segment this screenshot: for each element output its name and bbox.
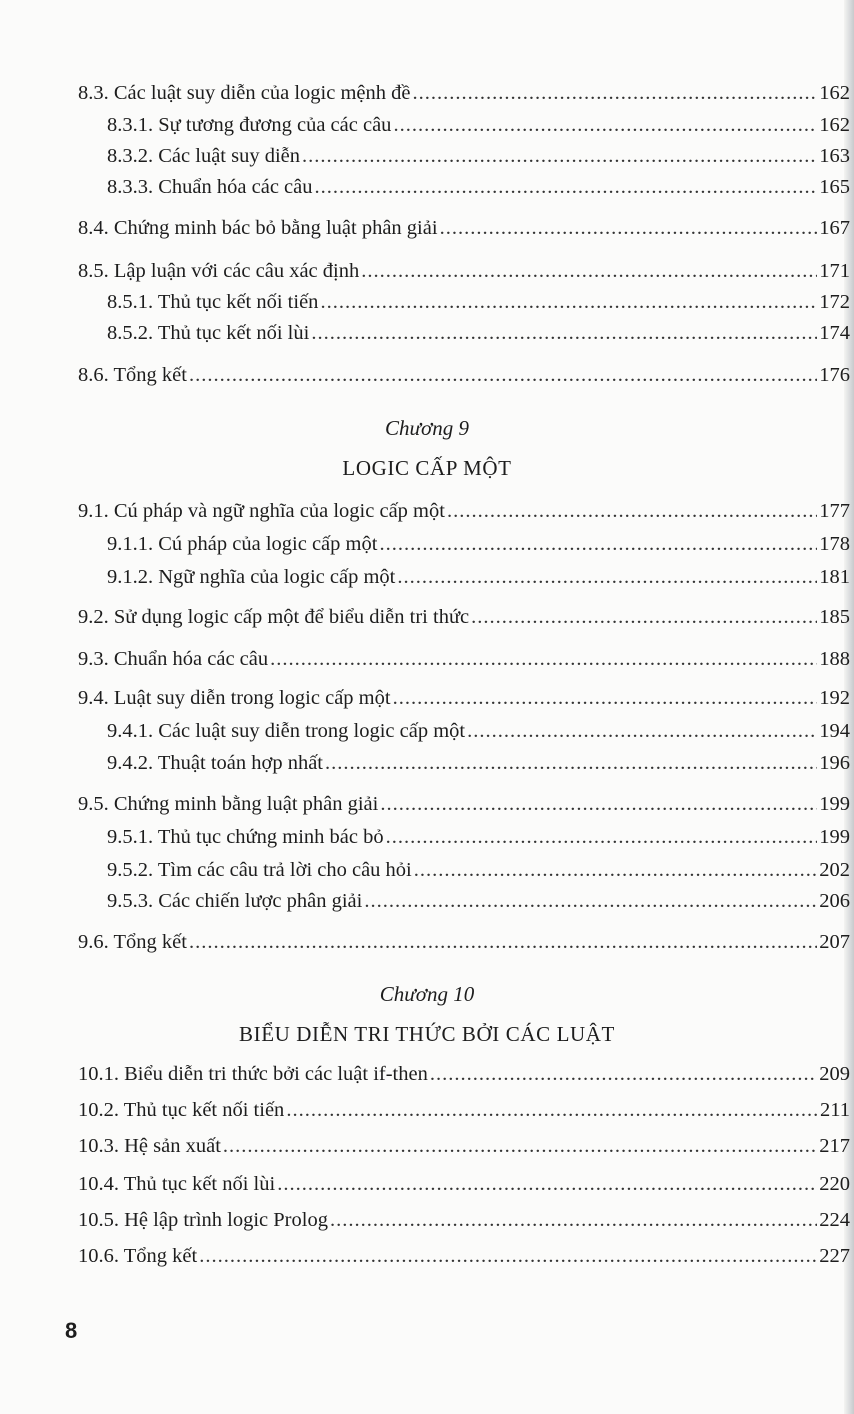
dot-leader bbox=[330, 1205, 817, 1235]
toc-entry bbox=[107, 287, 850, 317]
toc-entry bbox=[107, 748, 850, 778]
dot-leader bbox=[414, 855, 817, 885]
dot-leader bbox=[325, 748, 817, 778]
toc-entry-page: 199 bbox=[819, 826, 850, 848]
toc-entry bbox=[78, 78, 850, 108]
toc-entry-page: 196 bbox=[819, 752, 850, 774]
toc-entry bbox=[107, 886, 850, 916]
toc-entry-page: 202 bbox=[819, 859, 850, 881]
toc-entry bbox=[78, 927, 850, 957]
toc-entry-label: 9.5.1. Thủ tục chứng minh bác bỏ bbox=[107, 826, 384, 848]
dot-leader bbox=[440, 213, 818, 243]
toc-entry bbox=[107, 172, 850, 202]
toc-entry bbox=[78, 644, 850, 674]
toc-entry-label: 10.1. Biểu diễn tri thức bởi các luật if-then bbox=[78, 1063, 428, 1085]
dot-leader bbox=[189, 927, 817, 957]
toc-entry-label: 9.4.2. Thuật toán hợp nhất bbox=[107, 752, 324, 774]
toc-entry-page: 172 bbox=[819, 291, 850, 313]
toc-entry-page: 209 bbox=[819, 1063, 850, 1085]
dot-leader bbox=[447, 496, 817, 526]
toc-entry-page: 211 bbox=[820, 1099, 850, 1121]
toc-entry bbox=[107, 318, 850, 348]
toc-entry bbox=[78, 1131, 850, 1161]
page-number: 8 bbox=[65, 1318, 78, 1343]
dot-leader bbox=[393, 683, 818, 713]
toc-entry bbox=[78, 1059, 850, 1089]
toc-entry-page: 194 bbox=[819, 720, 850, 742]
toc-entry-page: 206 bbox=[819, 890, 850, 912]
dot-leader bbox=[471, 602, 817, 632]
toc-entry-label: 8.5.2. Thủ tục kết nối lùi bbox=[107, 322, 310, 344]
toc-entry-page: 165 bbox=[819, 176, 850, 198]
toc-entry-label: 8.3.3. Chuẩn hóa các câu bbox=[107, 176, 313, 198]
toc-entry bbox=[78, 602, 850, 632]
toc-entry bbox=[78, 683, 850, 713]
toc-entry bbox=[78, 789, 850, 819]
toc-entry-label: 9.1.1. Cú pháp của logic cấp một bbox=[107, 533, 378, 555]
dot-leader bbox=[302, 141, 817, 171]
dot-leader bbox=[364, 886, 817, 916]
toc-entry bbox=[78, 1095, 850, 1125]
toc-entry-page: 163 bbox=[819, 145, 850, 167]
dot-leader bbox=[189, 360, 817, 390]
toc-entry-label: 8.4. Chứng minh bác bỏ bằng luật phân giải bbox=[78, 217, 438, 239]
toc-entry-page: 217 bbox=[819, 1135, 850, 1157]
chapter-title: LOGIC CẤP MỘT bbox=[342, 456, 512, 480]
toc-entry-label: 9.3. Chuẩn hóa các câu bbox=[78, 648, 269, 670]
toc-entry-label: 8.3. Các luật suy diễn của logic mệnh đề bbox=[78, 82, 411, 104]
toc-entry-label: 10.2. Thủ tục kết nối tiến bbox=[78, 1099, 285, 1121]
toc-entry-label: 9.6. Tổng kết bbox=[78, 931, 187, 953]
toc-entry bbox=[78, 496, 850, 526]
dot-leader bbox=[286, 1095, 818, 1125]
toc-entry-label: 9.5.3. Các chiến lược phân giải bbox=[107, 890, 363, 912]
toc-entry-page: 188 bbox=[819, 648, 850, 670]
dot-leader bbox=[270, 644, 817, 674]
toc-entry-label: 8.5.1. Thủ tục kết nối tiến bbox=[107, 291, 319, 313]
toc-entry-page: 199 bbox=[819, 793, 850, 815]
dot-leader bbox=[320, 287, 817, 317]
dot-leader bbox=[397, 562, 817, 592]
toc-entry-page: 227 bbox=[819, 1245, 850, 1267]
dot-leader bbox=[315, 172, 818, 202]
toc-entry bbox=[107, 822, 850, 852]
chapter-label: Chương 10 bbox=[379, 982, 475, 1006]
toc-entry bbox=[107, 855, 850, 885]
toc-entry-label: 10.6. Tổng kết bbox=[78, 1245, 198, 1267]
dot-leader bbox=[412, 78, 817, 108]
chapter-label: Chương 9 bbox=[385, 416, 469, 440]
toc-entry bbox=[78, 360, 850, 390]
toc-entry-label: 9.2. Sử dụng logic cấp một để biểu diễn tri thức bbox=[78, 606, 470, 628]
toc-entry-page: 162 bbox=[819, 114, 850, 136]
toc-entry-page: 185 bbox=[819, 606, 850, 628]
dot-leader bbox=[277, 1169, 817, 1199]
toc-entry bbox=[107, 562, 850, 592]
toc-entry-page: 181 bbox=[819, 566, 850, 588]
dot-leader bbox=[223, 1131, 817, 1161]
toc-entry-page: 220 bbox=[819, 1173, 850, 1195]
toc-entry bbox=[78, 1169, 850, 1199]
toc-entry bbox=[107, 529, 850, 559]
dot-leader bbox=[467, 716, 817, 746]
toc-entry-page: 178 bbox=[819, 533, 850, 555]
toc-entry-label: 9.4. Luật suy diễn trong logic cấp một bbox=[78, 687, 391, 709]
toc-entry-label: 10.4. Thủ tục kết nối lùi bbox=[78, 1173, 276, 1195]
toc-entry-label: 8.3.2. Các luật suy diễn bbox=[107, 145, 301, 167]
dot-leader bbox=[361, 256, 817, 286]
dot-leader bbox=[199, 1241, 817, 1271]
toc-entry-page: 167 bbox=[819, 217, 850, 239]
dot-leader bbox=[386, 822, 818, 852]
toc-entry-page: 176 bbox=[819, 364, 850, 386]
toc-entry-page: 192 bbox=[819, 687, 850, 709]
toc-entry-label: 10.3. Hệ sản xuất bbox=[78, 1135, 221, 1157]
chapter-title: BIỂU DIỄN TRI THỨC BỞI CÁC LUẬT bbox=[239, 1022, 615, 1046]
toc-entry bbox=[78, 256, 850, 286]
toc-entry-page: 171 bbox=[819, 260, 850, 282]
toc-entry-page: 162 bbox=[819, 82, 850, 104]
toc-entry-label: 9.4.1. Các luật suy diễn trong logic cấp một bbox=[107, 720, 466, 742]
toc-entry-page: 224 bbox=[819, 1209, 850, 1231]
dot-leader bbox=[311, 318, 817, 348]
toc-entry-label: 8.3.1. Sự tương đương của các câu bbox=[107, 114, 392, 136]
dot-leader bbox=[393, 110, 817, 140]
toc-entry-label: 9.5.2. Tìm các câu trả lời cho câu hỏi bbox=[107, 859, 412, 881]
toc-entry-label: 9.1. Cú pháp và ngữ nghĩa của logic cấp một bbox=[78, 500, 445, 522]
toc-entry-page: 207 bbox=[819, 931, 850, 953]
toc-entry-label: 9.5. Chứng minh bằng luật phân giải bbox=[78, 793, 379, 815]
toc-entry-page: 177 bbox=[819, 500, 850, 522]
dot-leader bbox=[379, 529, 817, 559]
dot-leader bbox=[430, 1059, 817, 1089]
toc-entry bbox=[107, 110, 850, 140]
dot-leader bbox=[380, 789, 817, 819]
toc-entry bbox=[78, 1205, 850, 1235]
toc-entry-label: 9.1.2. Ngữ nghĩa của logic cấp một bbox=[107, 566, 396, 588]
toc-entry-label: 8.5. Lập luận với các câu xác định bbox=[78, 260, 360, 282]
toc-entry bbox=[78, 1241, 850, 1271]
toc-entry-label: 8.6. Tổng kết bbox=[78, 364, 187, 386]
toc-entry-page: 174 bbox=[819, 322, 850, 344]
toc-entry bbox=[78, 213, 850, 243]
toc-entry bbox=[107, 141, 850, 171]
toc-entry bbox=[107, 716, 850, 746]
toc-entry-label: 10.5. Hệ lập trình logic Prolog bbox=[78, 1209, 328, 1231]
